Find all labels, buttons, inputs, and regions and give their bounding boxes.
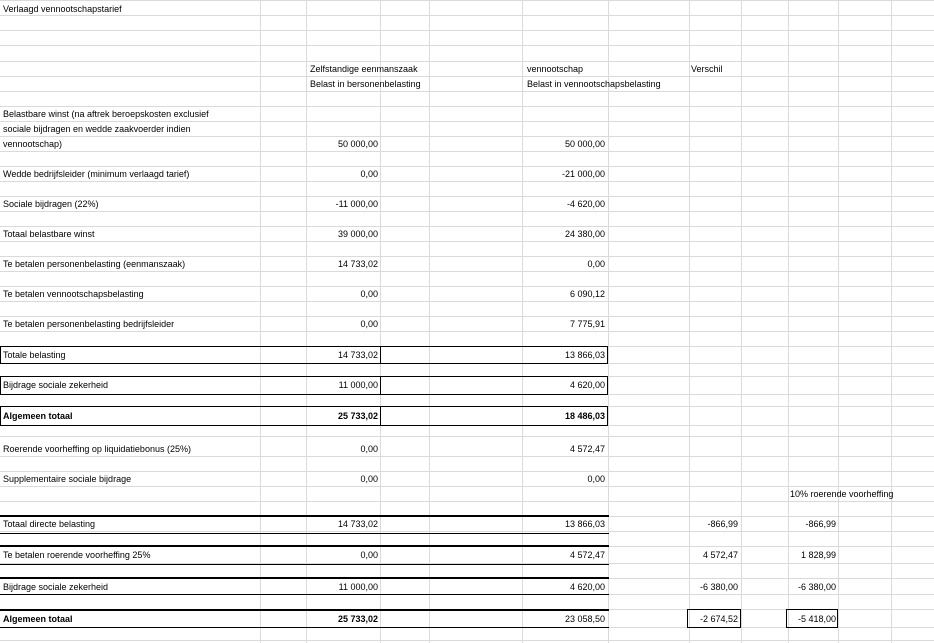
gridline-row <box>0 456 934 457</box>
border-bottom <box>0 564 609 565</box>
gridline-row <box>0 61 934 62</box>
border-bottom <box>0 627 609 628</box>
row-label[interactable]: Roerende voorheffing op liquidatiebonus (25%) <box>3 444 191 454</box>
gridline-col <box>891 0 892 643</box>
sheet-title[interactable]: Verlaagd vennootschapstarief <box>3 4 122 14</box>
cell-10pct[interactable]: -5 418,00 <box>797 614 836 624</box>
cell-vennootschap[interactable]: 13 866,03 <box>564 350 605 360</box>
gridline-row <box>0 226 934 227</box>
gridline-col <box>788 0 789 643</box>
gridline-row <box>0 196 934 197</box>
row-label-algemeen-totaal[interactable]: Algemeen totaal <box>3 411 73 421</box>
row-label-algemeen-totaal-final[interactable]: Algemeen totaal <box>3 614 73 624</box>
gridline-row <box>0 271 934 272</box>
cell-vennootschap[interactable]: 4 620,00 <box>569 582 605 592</box>
row-label-totale-belasting[interactable]: Totale belasting <box>3 350 66 360</box>
row-label[interactable]: Bijdrage sociale zekerheid <box>3 380 109 390</box>
row-label[interactable]: Te betalen personenbelasting (eenmanszaak) <box>3 259 186 269</box>
cell-eenmanszaak[interactable]: 25 733,02 <box>337 614 378 624</box>
cell-eenmanszaak[interactable]: 0,00 <box>360 289 378 299</box>
cell-eenmanszaak[interactable]: 0,00 <box>360 550 378 560</box>
cell-vennootschap[interactable]: 6 090,12 <box>569 289 605 299</box>
cell-vennootschap[interactable]: -21 000,00 <box>561 169 605 179</box>
cell-10pct[interactable]: -866,99 <box>805 519 836 529</box>
cell-eenmanszaak[interactable]: 0,00 <box>360 319 378 329</box>
cell-eenmanszaak[interactable]: 14 733,02 <box>337 350 378 360</box>
row-label[interactable]: Te betalen roerende voorheffing 25% <box>3 550 151 560</box>
cell-eenmanszaak[interactable]: 14 733,02 <box>337 259 378 269</box>
border-bottom <box>0 594 609 595</box>
gridline-row <box>0 121 934 122</box>
border-top <box>0 609 609 611</box>
gridline-row <box>0 286 934 287</box>
gridline-row <box>0 166 934 167</box>
row-label-belastbare-winst-1[interactable]: Belastbare winst (na aftrek beroepskosten exclusief <box>3 109 209 119</box>
cell-10pct[interactable]: -6 380,00 <box>797 582 836 592</box>
cell-eenmanszaak[interactable]: 50 000,00 <box>337 139 378 149</box>
cell-vennootschap[interactable]: 4 572,47 <box>569 444 605 454</box>
cell-vennootschap[interactable]: 0,00 <box>587 474 605 484</box>
cell-verschil[interactable]: -6 380,00 <box>699 582 738 592</box>
row-label[interactable]: Sociale bijdragen (22%) <box>3 199 99 209</box>
gridline-col <box>689 0 690 643</box>
row-label-belastbare-winst-3[interactable]: vennootschap) <box>3 139 63 149</box>
cell-vennootschap[interactable]: 0,00 <box>587 259 605 269</box>
cell-verschil[interactable]: 4 572,47 <box>702 550 738 560</box>
header-verschil[interactable]: Verschil <box>691 64 723 74</box>
gridline-row <box>0 301 934 302</box>
cell-verschil[interactable]: -866,99 <box>707 519 738 529</box>
gridline-row <box>0 30 934 31</box>
gridline-row <box>0 241 934 242</box>
cell-eenmanszaak[interactable]: 0,00 <box>360 169 378 179</box>
header-vennootschap-line1[interactable]: vennootschap <box>527 64 584 74</box>
gridline-row <box>0 640 934 641</box>
cell-vennootschap[interactable]: 50 000,00 <box>564 139 605 149</box>
cell-eenmanszaak[interactable]: 14 733,02 <box>337 519 378 529</box>
cell-vennootschap[interactable]: 4 572,47 <box>569 550 605 560</box>
cell-vennootschap[interactable]: 13 866,03 <box>564 519 605 529</box>
gridline-row <box>0 15 934 16</box>
cell-vennootschap[interactable]: 4 620,00 <box>569 380 605 390</box>
row-label-belastbare-winst-2[interactable]: sociale bijdragen en wedde zaakvoerder indien <box>3 124 191 134</box>
header-eenmanszaak-line2[interactable]: Belast in bersonenbelasting <box>310 79 421 89</box>
gridline-row <box>0 471 934 472</box>
header-vennootschap-line2[interactable]: Belast in vennootschapsbelasting <box>527 79 661 89</box>
row-label[interactable]: Bijdrage sociale zekerheid <box>3 582 109 592</box>
gridline-row <box>0 181 934 182</box>
cell-10pct[interactable]: 1 828,99 <box>800 550 836 560</box>
border-bottom <box>0 533 609 534</box>
gridline-row <box>0 151 934 152</box>
gridline-col <box>838 0 839 643</box>
gridline-row <box>0 531 934 532</box>
gridline-row <box>0 211 934 212</box>
cell-vennootschap[interactable]: 18 486,03 <box>564 411 605 421</box>
gridline-row <box>0 436 934 437</box>
gridline-row <box>0 76 934 77</box>
cell-eenmanszaak[interactable]: -11 000,00 <box>335 199 378 209</box>
cell-vennootschap[interactable]: 23 058,50 <box>564 614 605 624</box>
cell-eenmanszaak[interactable]: 25 733,02 <box>337 411 378 421</box>
header-eenmanszaak-line1[interactable]: Zelfstandige eenmanszaak <box>310 64 418 74</box>
gridline-row <box>0 331 934 332</box>
gridline-row <box>0 106 934 107</box>
row-label-totaal-directe-belasting[interactable]: Totaal directe belasting <box>3 519 96 529</box>
border-top <box>0 577 609 579</box>
gridline-row <box>0 501 934 502</box>
cell-eenmanszaak[interactable]: 39 000,00 <box>337 229 378 239</box>
gridline-row <box>0 316 934 317</box>
cell-vennootschap[interactable]: 24 380,00 <box>564 229 605 239</box>
header-10pct-roerende-voorheffing[interactable]: 10% roerende voorheffing <box>790 489 894 499</box>
row-label[interactable]: Te betalen vennootschapsbelasting <box>3 289 144 299</box>
cell-vennootschap[interactable]: 7 775,91 <box>569 319 605 329</box>
gridline-row <box>0 256 934 257</box>
cell-eenmanszaak[interactable]: 0,00 <box>360 444 378 454</box>
row-label[interactable]: Te betalen personenbelasting bedrijfsleider <box>3 319 175 329</box>
cell-vennootschap[interactable]: -4 620,00 <box>566 199 605 209</box>
cell-eenmanszaak[interactable]: 11 000,00 <box>338 582 378 592</box>
gridline-col <box>741 0 742 643</box>
gridline-row <box>0 0 934 1</box>
border-top <box>0 545 609 547</box>
row-label[interactable]: Supplementaire sociale bijdrage <box>3 474 132 484</box>
row-label[interactable]: Totaal belastbare winst <box>3 229 95 239</box>
cell-eenmanszaak[interactable]: 11 000,00 <box>338 380 378 390</box>
gridline-row <box>0 136 934 137</box>
border-top <box>0 515 609 517</box>
gridline-row <box>0 486 934 487</box>
cell-verschil[interactable]: -2 674,52 <box>699 614 738 624</box>
cell-eenmanszaak[interactable]: 0,00 <box>360 474 378 484</box>
gridline-row <box>0 91 934 92</box>
gridline-row <box>0 45 934 46</box>
row-label[interactable]: Wedde bedrijfsleider (minimum verlaagd tarief) <box>3 169 190 179</box>
